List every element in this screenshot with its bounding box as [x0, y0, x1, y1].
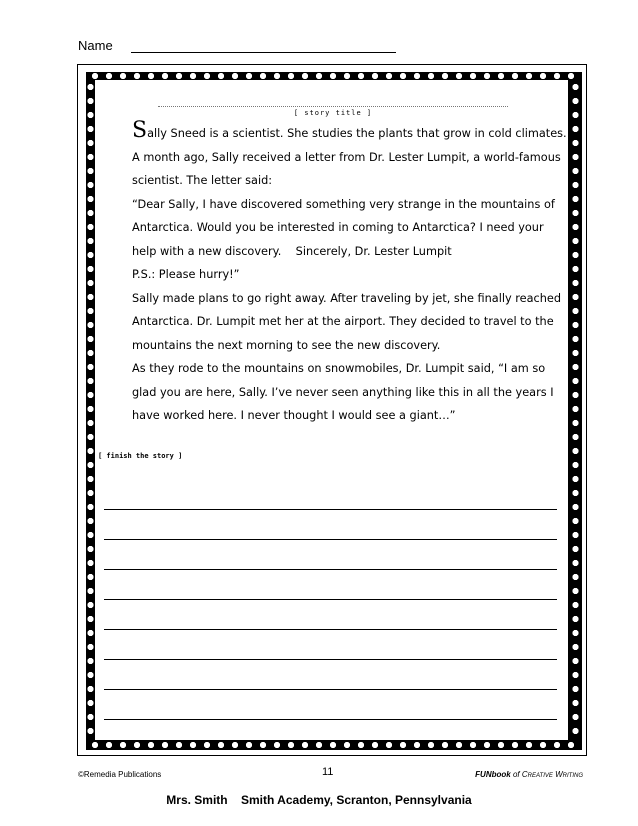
page-number: 11	[322, 766, 334, 778]
writing-line[interactable]	[104, 480, 557, 510]
name-blank-line[interactable]	[131, 42, 396, 53]
finish-story-label: [ finish the story ]	[98, 452, 183, 460]
story-paragraph-4: As they rode to the mountains on snowmobiles, Dr. Lumpit said, “I am so glad you are here, Sally. I’ve never seen anything like this in all the years I have worked here. I never thought I would see a giant…”	[132, 362, 554, 422]
drop-cap: S	[132, 118, 148, 143]
book-title: FUNbook of Creative Writing	[475, 770, 583, 779]
writing-line[interactable]	[104, 570, 557, 600]
writing-line[interactable]	[104, 510, 557, 540]
letter-signature: Sincerely, Dr. Lester Lumpit	[295, 244, 452, 258]
writing-line[interactable]	[104, 630, 557, 660]
teacher-credit: Mrs. Smith Smith Academy, Scranton, Pennsylvania	[166, 793, 472, 807]
writing-line[interactable]	[104, 690, 557, 720]
border-dots-right	[571, 80, 580, 740]
border-dots-left	[86, 80, 95, 740]
story-title-line[interactable]	[158, 106, 508, 107]
name-row	[78, 38, 396, 53]
story-paragraph-2: “Dear Sally, I have discovered something very strange in the mountains of Antarctica. Would you be interested in coming to Antarctica? I need your help with a new discovery. Sincerely, Dr. Lester Lumpit P.S.: Please hurry!”	[132, 197, 555, 281]
writing-line[interactable]	[104, 660, 557, 690]
border-dots-bottom	[88, 741, 578, 749]
story-paragraph-1: Sally Sneed is a scientist. She studies the plants that grow in cold climates. A month ago, Sally received a letter from Dr. Lester Lumpit, a world-famous scientist. The letter said:	[132, 118, 567, 187]
name-label: Name	[78, 38, 113, 53]
story-title-label: [ story title ]	[293, 109, 373, 117]
publisher: ©Remedia Publications	[78, 770, 162, 779]
writing-line[interactable]	[104, 540, 557, 570]
border-dots-top	[88, 72, 578, 80]
story-text	[96, 118, 568, 428]
writing-lines	[104, 480, 557, 720]
letter-ps: P.S.: Please hurry!”	[132, 268, 240, 281]
story-paragraph-3: Sally made plans to go right away. After traveling by jet, she finally reached Antarctica. Dr. Lumpit met her at the airport. They decided to travel to the mountains the next morning to see the new discovery.	[132, 291, 562, 352]
writing-line[interactable]	[104, 600, 557, 630]
